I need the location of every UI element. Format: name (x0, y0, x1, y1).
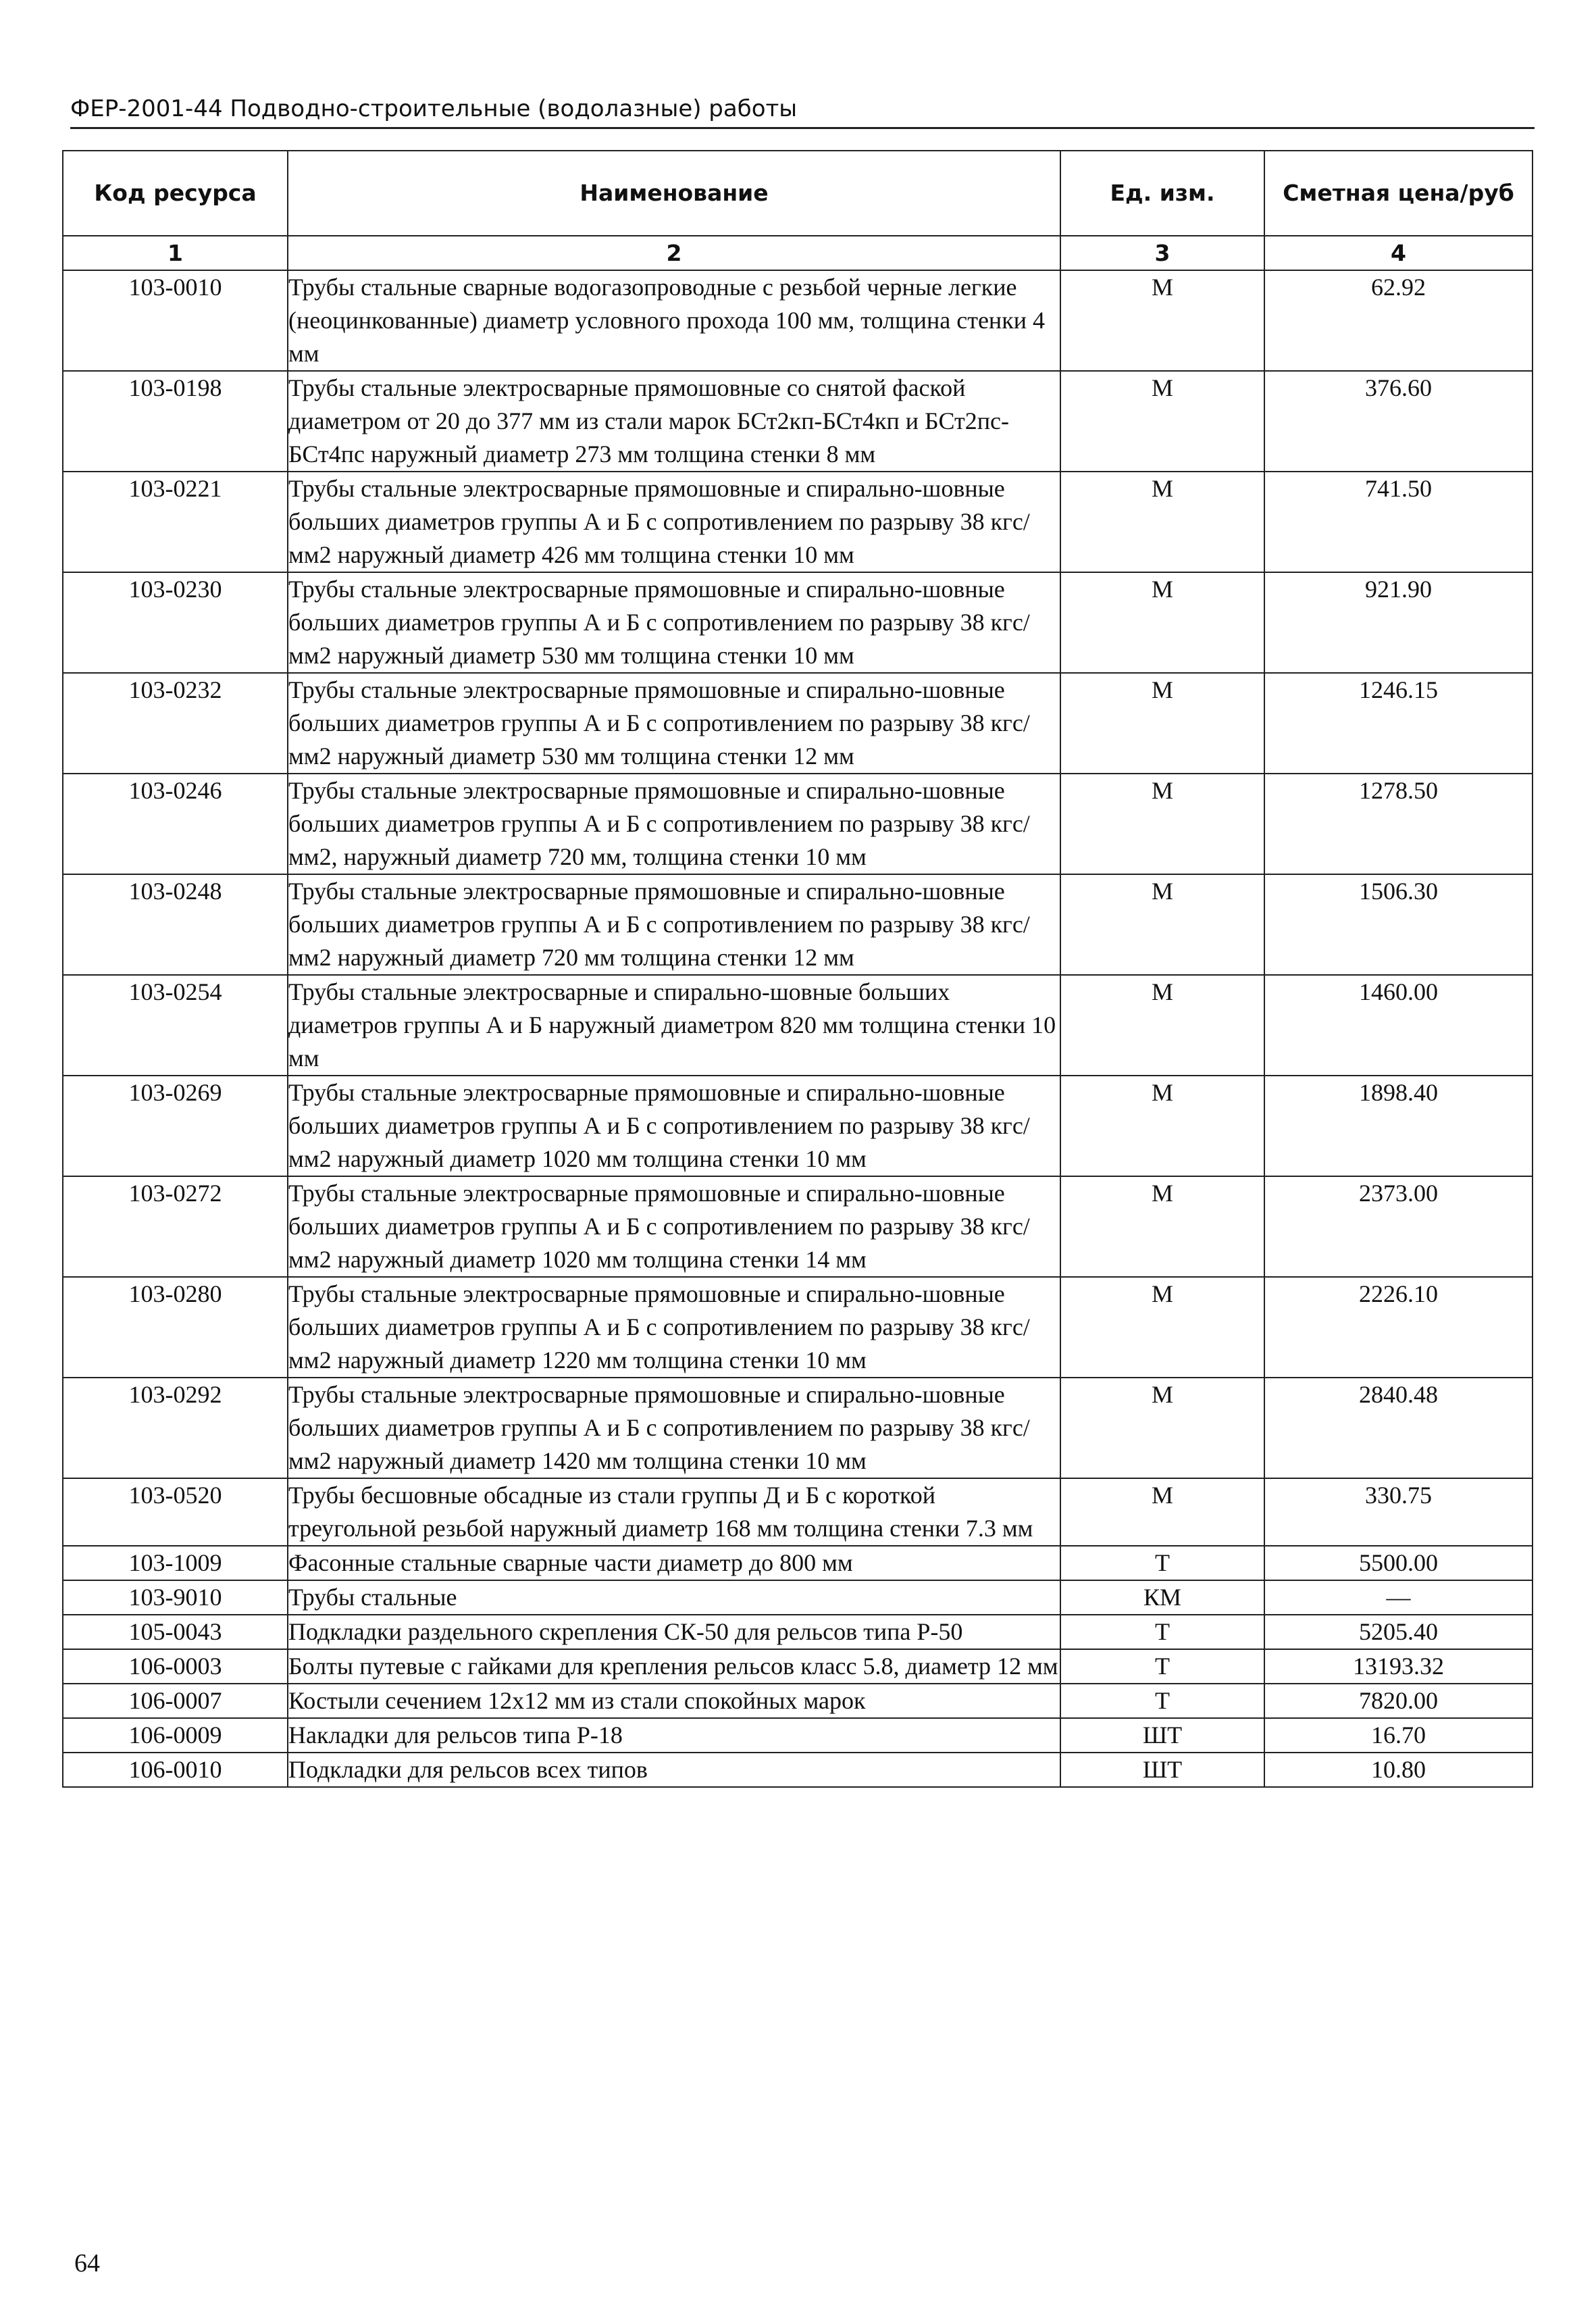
table-row (63, 1478, 1533, 1546)
column-number-1: 1 (63, 236, 288, 270)
resource-name-cell: Болты путевые с гайками для крепления рельсов класс 5.8, диаметр 12 мм (288, 1649, 1060, 1684)
unit-cell: М (1060, 774, 1264, 874)
column-number-3: 3 (1060, 236, 1264, 270)
unit-cell: М (1060, 572, 1264, 673)
table-row (63, 975, 1533, 1076)
price-cell: 330.75 (1264, 1478, 1533, 1546)
resource-name-cell: Трубы стальные электросварные прямошовные и спирально-шовные больших диаметров группы А и Б с сопротивлением по разрыву 38 кгс/мм2 наружный диаметр 1420 мм толщина стенки 10 мм (288, 1378, 1060, 1478)
resource-name-cell: Накладки для рельсов типа Р-18 (288, 1718, 1060, 1753)
price-cell: 741.50 (1264, 472, 1533, 572)
price-cell: 7820.00 (1264, 1684, 1533, 1718)
table-row (63, 1615, 1533, 1649)
unit-cell: КМ (1060, 1580, 1264, 1615)
table-row (63, 1580, 1533, 1615)
price-cell: 1278.50 (1264, 774, 1533, 874)
price-cell: 1506.30 (1264, 874, 1533, 975)
unit-cell: Т (1060, 1615, 1264, 1649)
resource-code-cell: 103-0280 (63, 1277, 288, 1378)
unit-cell: М (1060, 673, 1264, 774)
resource-name-cell: Трубы стальные электросварные прямошовные и спирально-шовные больших диаметров группы А и Б с сопротивлением по разрыву 38 кгс/мм2 наружный диаметр 426 мм толщина стенки 10 мм (288, 472, 1060, 572)
resource-name-cell: Трубы стальные электросварные прямошовные и спирально-шовные больших диаметров группы А и Б с сопротивлением по разрыву 38 кгс/мм2 наружный диаметр 1220 мм толщина стенки 10 мм (288, 1277, 1060, 1378)
price-cell: 62.92 (1264, 270, 1533, 371)
table-row (63, 270, 1533, 371)
unit-cell: ШТ (1060, 1753, 1264, 1787)
page-header: ФЕР-2001-44 Подводно-строительные (водолазные) работы (70, 91, 1535, 129)
price-cell: 2373.00 (1264, 1176, 1533, 1277)
page-number: 64 (74, 2249, 100, 2278)
unit-cell: М (1060, 1176, 1264, 1277)
price-cell: 5500.00 (1264, 1546, 1533, 1580)
unit-cell: М (1060, 1076, 1264, 1176)
resource-name-cell: Подкладки раздельного скрепления СК-50 для рельсов типа Р-50 (288, 1615, 1060, 1649)
resource-code-cell: 106-0007 (63, 1684, 288, 1718)
table-row (63, 1176, 1533, 1277)
resource-code-cell: 103-0292 (63, 1378, 288, 1478)
resource-code-cell: 103-0230 (63, 572, 288, 673)
price-table (62, 150, 1533, 1788)
table-row (63, 371, 1533, 472)
unit-cell: Т (1060, 1684, 1264, 1718)
resource-name-cell: Трубы бесшовные обсадные из стали группы Д и Б с короткой треугольной резьбой наружный диаметр 168 мм толщина стенки 7.3 мм (288, 1478, 1060, 1546)
resource-name-cell: Фасонные стальные сварные части диаметр до 800 мм (288, 1546, 1060, 1580)
unit-cell: Т (1060, 1546, 1264, 1580)
table-row (63, 774, 1533, 874)
resource-code-cell: 103-9010 (63, 1580, 288, 1615)
table-row (63, 673, 1533, 774)
resource-code-cell: 103-0246 (63, 774, 288, 874)
table-row (63, 1684, 1533, 1718)
resource-code-cell: 103-0248 (63, 874, 288, 975)
price-cell: 13193.32 (1264, 1649, 1533, 1684)
resource-name-cell: Трубы стальные сварные водогазопроводные с резьбой черные легкие (неоцинкованные) диаметр условного прохода 100 мм, толщина стенки 4 мм (288, 270, 1060, 371)
unit-cell: М (1060, 1478, 1264, 1546)
price-cell: 1460.00 (1264, 975, 1533, 1076)
table-row (63, 1649, 1533, 1684)
column-header-price: Сметная цена/руб (1264, 151, 1533, 236)
resource-name-cell: Трубы стальные (288, 1580, 1060, 1615)
resource-code-cell: 103-0221 (63, 472, 288, 572)
resource-name-cell: Костыли сечением 12x12 мм из стали спокойных марок (288, 1684, 1060, 1718)
column-header-code: Код ресурса (63, 151, 288, 236)
table-row (63, 472, 1533, 572)
resource-name-cell: Трубы стальные электросварные прямошовные и спирально-шовные больших диаметров группы А и Б с сопротивлением по разрыву 38 кгс/мм2 наружный диаметр 1020 мм толщина стенки 10 мм (288, 1076, 1060, 1176)
price-cell: 1898.40 (1264, 1076, 1533, 1176)
price-cell: 10.80 (1264, 1753, 1533, 1787)
resource-name-cell: Трубы стальные электросварные прямошовные и спирально-шовные больших диаметров группы А и Б с сопротивлением по разрыву 38 кгс/мм2, наружный диаметр 720 мм, толщина стенки 10 мм (288, 774, 1060, 874)
table-row (63, 572, 1533, 673)
table-row (63, 1546, 1533, 1580)
resource-code-cell: 103-1009 (63, 1546, 288, 1580)
resource-name-cell: Трубы стальные электросварные прямошовные и спирально-шовные больших диаметров группы А и Б с сопротивлением по разрыву 38 кгс/мм2 наружный диаметр 530 мм толщина стенки 10 мм (288, 572, 1060, 673)
table-row (63, 1753, 1533, 1787)
resource-code-cell: 103-0272 (63, 1176, 288, 1277)
price-cell: 5205.40 (1264, 1615, 1533, 1649)
resource-code-cell: 106-0003 (63, 1649, 288, 1684)
column-header-unit: Ед. изм. (1060, 151, 1264, 236)
table-row (63, 1718, 1533, 1753)
column-number-4: 4 (1264, 236, 1533, 270)
resource-code-cell: 103-0520 (63, 1478, 288, 1546)
price-cell: 376.60 (1264, 371, 1533, 472)
price-cell: 2226.10 (1264, 1277, 1533, 1378)
table-row (63, 874, 1533, 975)
price-cell: 921.90 (1264, 572, 1533, 673)
table-row (63, 1076, 1533, 1176)
table-row (63, 1277, 1533, 1378)
unit-cell: ШТ (1060, 1718, 1264, 1753)
unit-cell: Т (1060, 1649, 1264, 1684)
resource-code-cell: 103-0254 (63, 975, 288, 1076)
price-cell: 16.70 (1264, 1718, 1533, 1753)
unit-cell: М (1060, 270, 1264, 371)
price-cell: 2840.48 (1264, 1378, 1533, 1478)
unit-cell: М (1060, 975, 1264, 1076)
resource-code-cell: 103-0269 (63, 1076, 288, 1176)
unit-cell: М (1060, 874, 1264, 975)
table-header-row (63, 151, 1533, 236)
resource-code-cell: 103-0198 (63, 371, 288, 472)
unit-cell: М (1060, 1378, 1264, 1478)
column-header-name: Наименование (288, 151, 1060, 236)
resource-code-cell: 103-0232 (63, 673, 288, 774)
price-cell: — (1264, 1580, 1533, 1615)
resource-code-cell: 105-0043 (63, 1615, 288, 1649)
table-body (63, 270, 1533, 1787)
resource-code-cell: 103-0010 (63, 270, 288, 371)
resource-name-cell: Трубы стальные электросварные прямошовные со снятой фаской диаметром от 20 до 377 мм из стали марок БСт2кп-БСт4кп и БСт2пс-БСт4пс наружный диаметр 273 мм толщина стенки 8 мм (288, 371, 1060, 472)
resource-name-cell: Трубы стальные электросварные прямошовные и спирально-шовные больших диаметров группы А и Б с сопротивлением по разрыву 38 кгс/мм2 наружный диаметр 530 мм толщина стенки 12 мм (288, 673, 1060, 774)
resource-name-cell: Трубы стальные электросварные прямошовные и спирально-шовные больших диаметров группы А и Б с сопротивлением по разрыву 38 кгс/мм2 наружный диаметр 720 мм толщина стенки 12 мм (288, 874, 1060, 975)
resource-name-cell: Подкладки для рельсов всех типов (288, 1753, 1060, 1787)
unit-cell: М (1060, 1277, 1264, 1378)
resource-name-cell: Трубы стальные электросварные прямошовные и спирально-шовные больших диаметров группы А и Б с сопротивлением по разрыву 38 кгс/мм2 наружный диаметр 1020 мм толщина стенки 14 мм (288, 1176, 1060, 1277)
unit-cell: М (1060, 472, 1264, 572)
price-cell: 1246.15 (1264, 673, 1533, 774)
unit-cell: М (1060, 371, 1264, 472)
resource-code-cell: 106-0009 (63, 1718, 288, 1753)
price-table-container (62, 150, 1532, 1788)
column-number-2: 2 (288, 236, 1060, 270)
column-number-row (63, 236, 1533, 270)
resource-code-cell: 106-0010 (63, 1753, 288, 1787)
table-row (63, 1378, 1533, 1478)
resource-name-cell: Трубы стальные электросварные и спирально-шовные больших диаметров группы А и Б наружный диаметром 820 мм толщина стенки 10 мм (288, 975, 1060, 1076)
